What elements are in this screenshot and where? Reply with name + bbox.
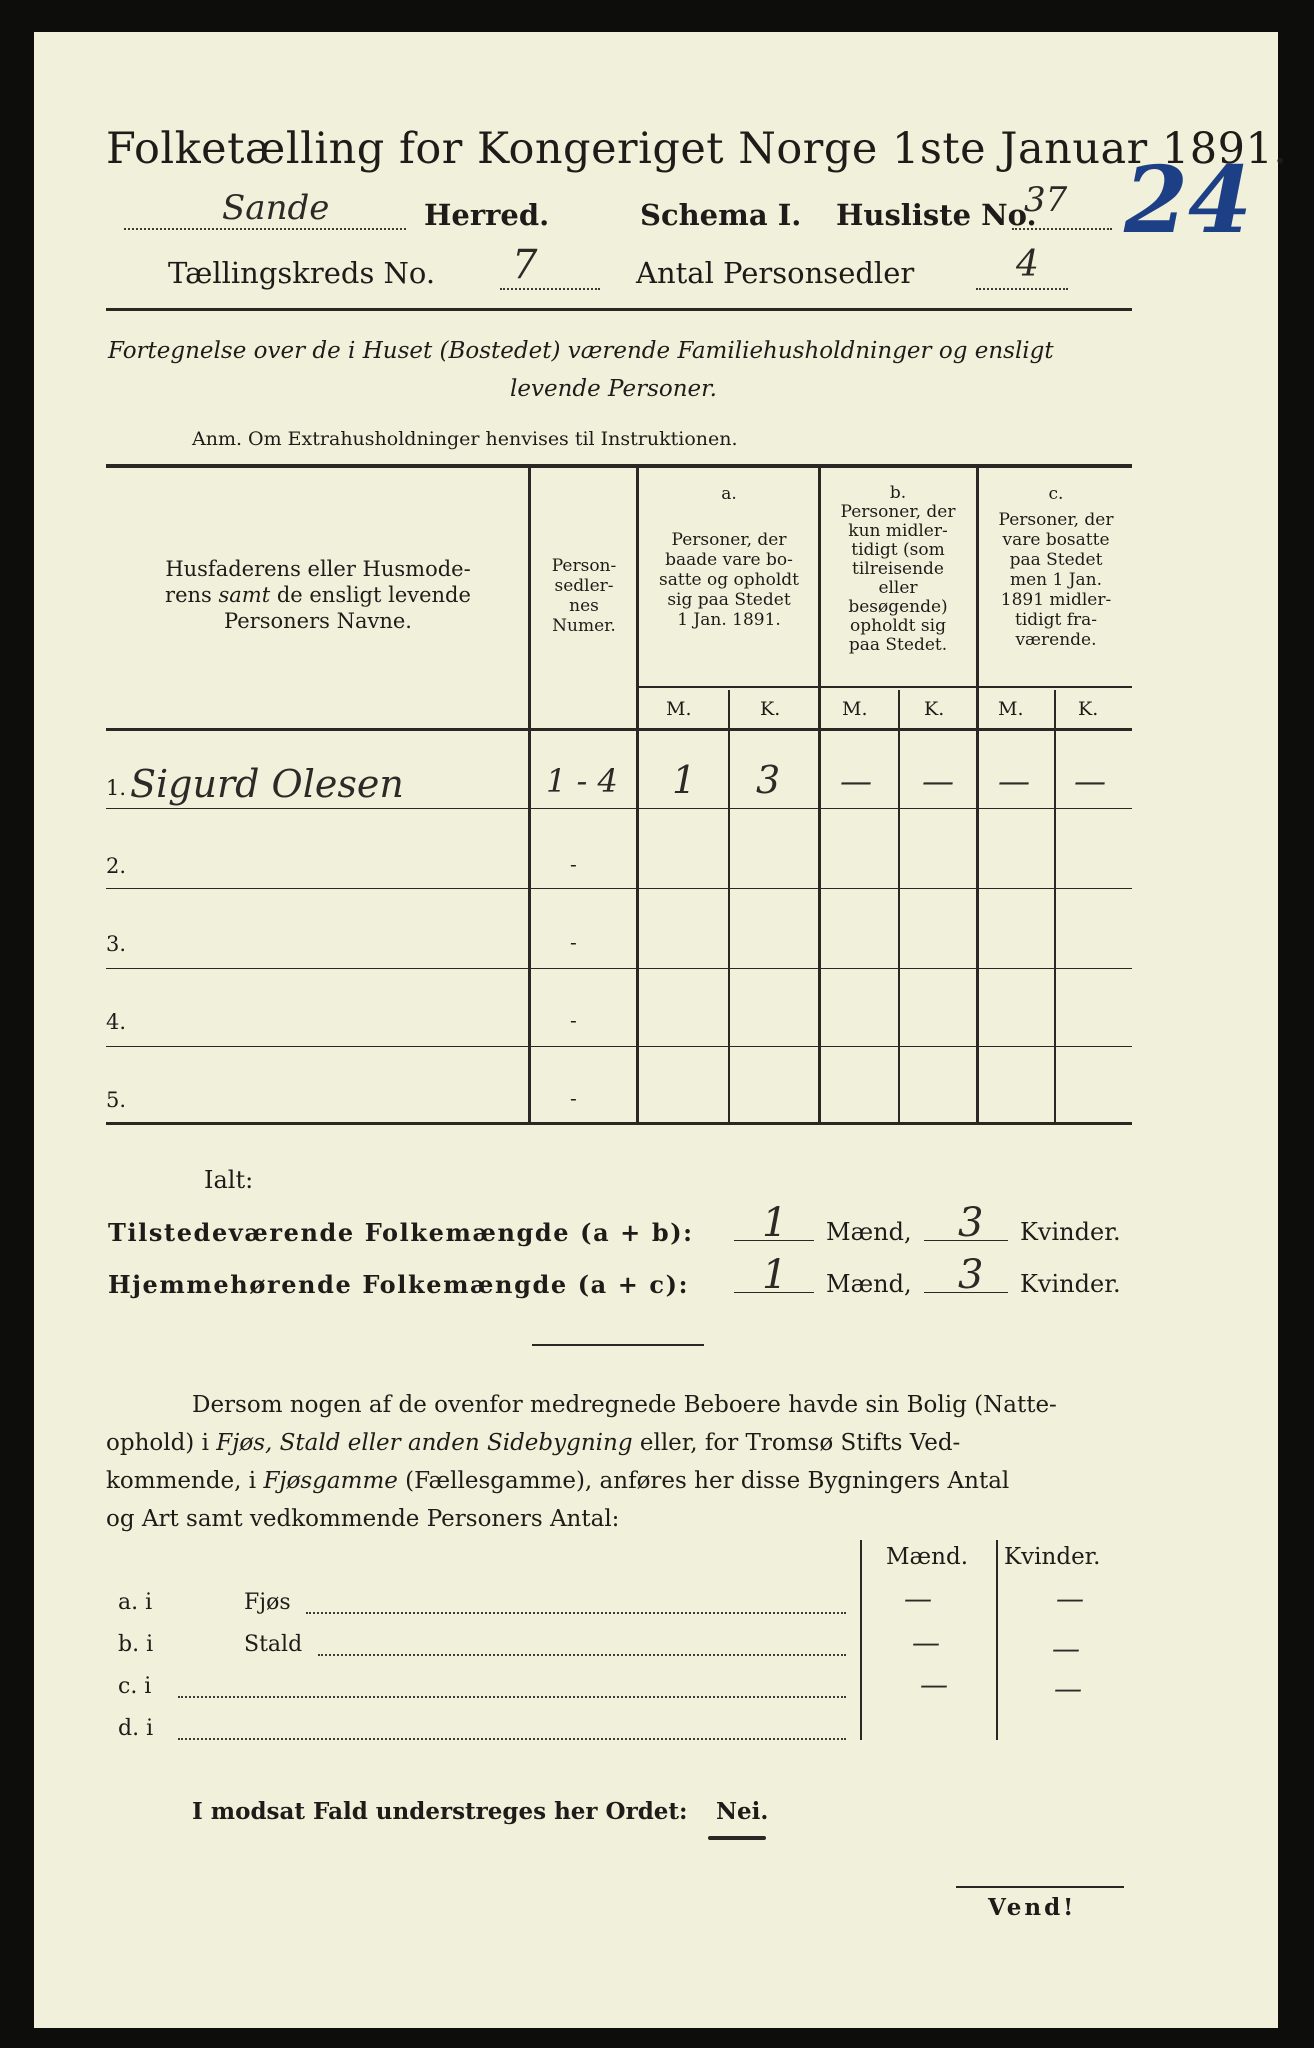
nei-word: Nei. — [716, 1798, 769, 1825]
antal-dotted-line — [976, 288, 1068, 290]
outbuilding-row-b-dots — [318, 1654, 846, 1656]
intro-line-1: Fortegnelse over de i Huset (Bostedet) værende Familiehusholdninger og ensligt — [108, 338, 1054, 364]
table-row-1-name: Sigurd Olesen — [130, 762, 404, 806]
outbuildings-divider-2 — [996, 1540, 998, 1740]
header-col-a: a. Personer, der baade vare bo- satte og opholdt sig paa Stedet 1 Jan. 1891. — [659, 484, 799, 630]
outbuilding-row-b-maend: — — [912, 1626, 940, 1659]
table-row-3-person-numbers: - — [570, 930, 577, 954]
tilstede-kvinder-label: Kvinder. — [1020, 1218, 1121, 1246]
table-bottom-rule — [106, 1122, 1132, 1125]
row-rule-3 — [106, 968, 1132, 969]
header-rule — [106, 308, 1132, 311]
outbuilding-row-a-kvinder: — — [1056, 1582, 1084, 1615]
table-row-4-person-numbers: - — [570, 1008, 577, 1032]
outbuilding-row-d-dots — [178, 1738, 846, 1740]
outbuilding-row-c-dots — [178, 1696, 846, 1698]
row-rule-2 — [106, 888, 1132, 889]
kreds-label: Tællingskreds No. — [168, 256, 436, 290]
outbuildings-para-line-3: kommende, i Fjøsgamme (Fællesgamme), anføres her disse Bygningers Antal — [106, 1468, 1010, 1494]
kreds-dotted-line — [500, 288, 600, 290]
table-row-1-c-k: — — [1074, 762, 1106, 800]
census-form-page — [34, 32, 1278, 2028]
header-c-k: K. — [1078, 698, 1099, 720]
outbuilding-row-b-kvinder: — — [1052, 1632, 1080, 1665]
table-row-1-c-m: — — [998, 762, 1030, 800]
table-row-1-person-numbers: 1 - 4 — [546, 762, 618, 800]
form-title: Folketælling for Kongeriget Norge 1ste Januar 1891. — [106, 124, 1288, 174]
row-rule-4 — [106, 1046, 1132, 1047]
intro-line-2: levende Personer. — [510, 376, 717, 402]
antal-value: 4 — [1016, 244, 1039, 285]
table-row-1-b-m: — — [840, 762, 872, 800]
col-divider-am-ak — [728, 690, 730, 1122]
vend-rule — [956, 1886, 1124, 1888]
husliste-value: 37 — [1024, 180, 1068, 220]
tilstede-maend-label: Mænd, — [826, 1218, 912, 1246]
antal-label: Antal Personsedler — [636, 256, 915, 290]
outbuilding-row-c-letter: c. i — [118, 1674, 152, 1699]
ialt-label: Ialt: — [204, 1166, 254, 1194]
husliste-label: Husliste No. — [836, 198, 1037, 232]
modsat-text: I modsat Fald understreges her Ordet: — [192, 1798, 688, 1825]
outbuildings-para-line-2: ophold) i Fjøs, Stald eller anden Sidebygning eller, for Tromsø Stifts Ved- — [106, 1430, 961, 1456]
col-divider-bm-bk — [898, 690, 900, 1122]
kreds-value: 7 — [512, 242, 538, 288]
table-row-1-b-k: — — [922, 762, 954, 800]
table-row-1-number: 1. — [106, 776, 127, 800]
anm-note: Anm. Om Extrahusholdninger henvises til Instruktionen. — [192, 428, 738, 450]
outbuildings-maend-header: Mænd. — [886, 1544, 969, 1570]
table-row-2-number: 2. — [106, 854, 127, 878]
herred-dotted-line — [124, 228, 406, 230]
header-b-m: M. — [842, 698, 868, 720]
husliste-dotted-line — [1012, 228, 1112, 230]
table-row-5-person-numbers: - — [570, 1086, 577, 1110]
herred-value: Sande — [222, 188, 330, 228]
outbuildings-para-line-4: og Art samt vedkommende Personers Antal: — [106, 1506, 620, 1532]
header-names: Husfaderens eller Husmode- rens samt de ensligt levende Personers Navne. — [165, 557, 471, 633]
herred-label: Herred. — [424, 198, 550, 232]
col-divider-num — [636, 466, 639, 1122]
hjemme-label: Hjemmehørende Folkemængde (a + c): — [108, 1270, 690, 1299]
outbuildings-divider-1 — [860, 1540, 862, 1740]
outbuilding-row-a-maend: — — [904, 1582, 932, 1615]
hjemme-kvinder-value: 3 — [958, 1252, 984, 1298]
vend-label: Vend! — [988, 1894, 1077, 1921]
nei-underline — [708, 1836, 766, 1840]
tilstede-kvinder-value: 3 — [958, 1200, 984, 1246]
table-row-1-a-k: 3 — [756, 758, 781, 802]
header-a-m: M. — [666, 698, 692, 720]
outbuilding-row-a-dots — [306, 1612, 846, 1614]
outbuilding-row-b-label: Stald — [244, 1632, 303, 1657]
outbuildings-para-line-1: Dersom nogen af de ovenfor medregnede Beboere havde sin Bolig (Natte- — [192, 1392, 1057, 1418]
header-col-c: c. Personer, der vare bosatte paa Stedet men 1 Jan. 1891 midler- tidigt fra- værende. — [998, 484, 1114, 650]
table-row-2-person-numbers: - — [570, 852, 577, 876]
hjemme-kvinder-label: Kvinder. — [1020, 1270, 1121, 1298]
outbuilding-row-a-letter: a. i — [118, 1590, 153, 1615]
table-row-3-number: 3. — [106, 932, 127, 956]
header-a-k: K. — [760, 698, 781, 720]
outbuilding-row-d-letter: d. i — [118, 1716, 154, 1741]
section-divider — [532, 1344, 704, 1346]
table-row-1-a-m: 1 — [672, 758, 697, 802]
hjemme-maend-label: Mænd, — [826, 1270, 912, 1298]
outbuilding-row-c-maend: — — [920, 1668, 948, 1701]
hjemme-maend-value: 1 — [762, 1252, 788, 1298]
stamp-number: 24 — [1124, 146, 1253, 254]
table-row-5-number: 5. — [106, 1088, 127, 1112]
col-divider-cm-ck — [1054, 690, 1056, 1122]
outbuilding-row-a-label: Fjøs — [244, 1590, 291, 1615]
header-b-k: K. — [924, 698, 945, 720]
header-c-m: M. — [998, 698, 1024, 720]
outbuildings-kvinder-header: Kvinder. — [1004, 1544, 1101, 1570]
mk-subheader-rule — [638, 686, 1132, 688]
outbuilding-row-b-letter: b. i — [118, 1632, 154, 1657]
table-row-4-number: 4. — [106, 1010, 127, 1034]
schema-label: Schema I. — [640, 198, 802, 232]
outbuilding-row-c-kvinder: — — [1054, 1672, 1082, 1705]
tilstede-label: Tilstedeværende Folkemængde (a + b): — [108, 1218, 694, 1247]
header-person-numbers: Person- sedler- nes Numer. — [551, 556, 617, 636]
tilstede-maend-value: 1 — [762, 1200, 788, 1246]
col-divider-name — [528, 466, 531, 1122]
col-divider-b — [976, 466, 979, 1122]
header-col-b: b. Personer, der kun midler- tidigt (som tilreisende eller besøgende) opholdt sig paa Stedet. — [840, 483, 956, 655]
row-rule-1 — [106, 808, 1132, 809]
